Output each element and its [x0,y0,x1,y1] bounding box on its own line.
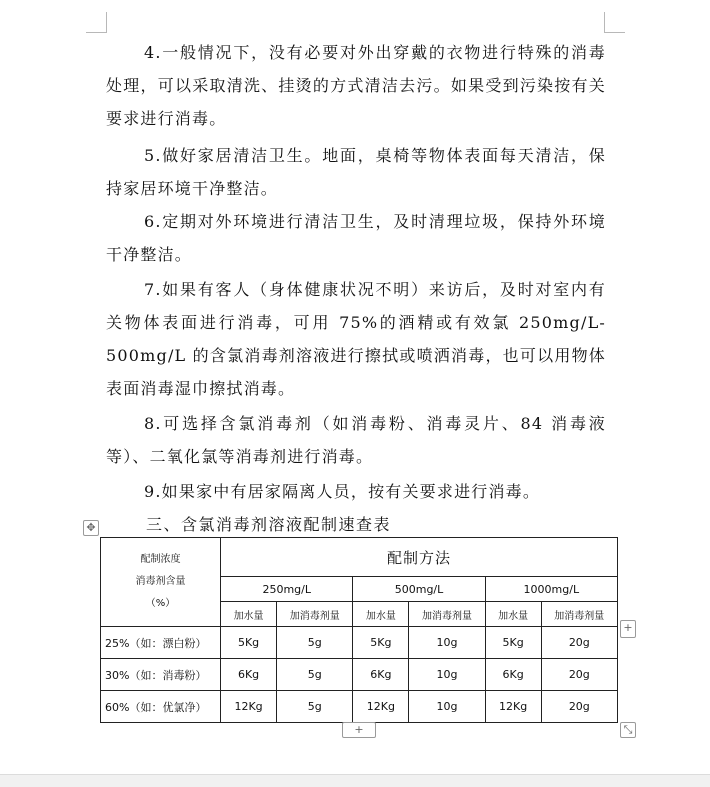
table-cell: 6Kg [353,659,409,691]
table-cell: 10g [409,627,485,659]
table-row [101,627,618,659]
paragraph-9: 9.如果家中有居家隔离人员，按有关要求进行消毒。 [144,482,541,501]
paragraph-7: 7.如果有客人（身体健康状况不明）来访后，及时对室内有关物体表面进行消毒，可用 75%的酒精或有效氯 250mg/L-500mg/L 的含氯消毒剂溶液进行擦拭或喷洒消毒，也可以用物体表面消毒湿巾擦拭消毒。 [106,280,606,398]
paragraph-6: 6.定期对外环境进行清洁卫生，及时清理垃圾，保持外环境干净整洁。 [106,212,606,264]
corner-label-percent: （%） [145,598,176,609]
table-corner-header [101,538,221,627]
water-amount-header: 加水量 [353,602,409,627]
table-cell: 5g [277,627,353,659]
table-cell: 5g [277,691,353,723]
method-header: 配制方法 [221,538,618,577]
page-corner-mark-left [86,12,107,33]
add-row-button[interactable]: + [342,722,376,738]
concentration-header: 250mg/L [221,577,353,602]
table-cell: 12Kg [221,691,277,723]
agent-amount-header: 加消毒剂量 [277,602,353,627]
row-label: 60%（如：优氯净） [101,691,221,723]
concentration-header: 1000mg/L [485,577,617,602]
table-cell: 12Kg [485,691,541,723]
table-move-handle-icon[interactable]: ✥ [83,520,99,536]
row-label: 30%（如：消毒粉） [101,659,221,691]
paragraph-8: 8.可选择含氯消毒剂（如消毒粉、消毒灵片、84 消毒液等）、二氧化氯等消毒剂进行消毒。 [106,414,606,466]
page-corner-mark-right [604,12,625,33]
agent-amount-header: 加消毒剂量 [541,602,617,627]
water-amount-header: 加水量 [221,602,277,627]
paragraph-5: 5.做好家居清洁卫生。地面，桌椅等物体表面每天清洁，保持家居环境干净整洁。 [106,146,606,198]
agent-amount-header: 加消毒剂量 [409,602,485,627]
table-cell: 5Kg [221,627,277,659]
section-heading: 三、含氯消毒剂溶液配制速查表 [146,515,392,534]
add-column-button[interactable]: + [620,620,636,638]
water-amount-header: 加水量 [485,602,541,627]
table-cell: 12Kg [353,691,409,723]
chlorine-solution-table [100,537,618,723]
corner-label-concentration: 配制浓度 [140,554,181,565]
row-label: 25%（如：漂白粉） [101,627,221,659]
table-cell: 5g [277,659,353,691]
table-cell: 10g [409,659,485,691]
status-bar [0,774,710,787]
table-cell: 10g [409,691,485,723]
corner-label-content: 消毒剂含量 [135,576,186,587]
table-cell: 20g [541,627,617,659]
table-cell: 20g [541,659,617,691]
concentration-header: 500mg/L [353,577,485,602]
table-resize-handle-icon[interactable]: ⤡ [620,722,636,738]
paragraph-4: 4.一般情况下，没有必要对外出穿戴的衣物进行特殊的消毒处理，可以采取清洗、挂烫的方式清洁去污。如果受到污染按有关要求进行消毒。 [106,43,606,128]
table-row [101,691,618,723]
table-cell: 6Kg [485,659,541,691]
table-cell: 6Kg [221,659,277,691]
table-cell: 20g [541,691,617,723]
table-cell: 5Kg [485,627,541,659]
table-row [101,659,618,691]
table-cell: 5Kg [353,627,409,659]
